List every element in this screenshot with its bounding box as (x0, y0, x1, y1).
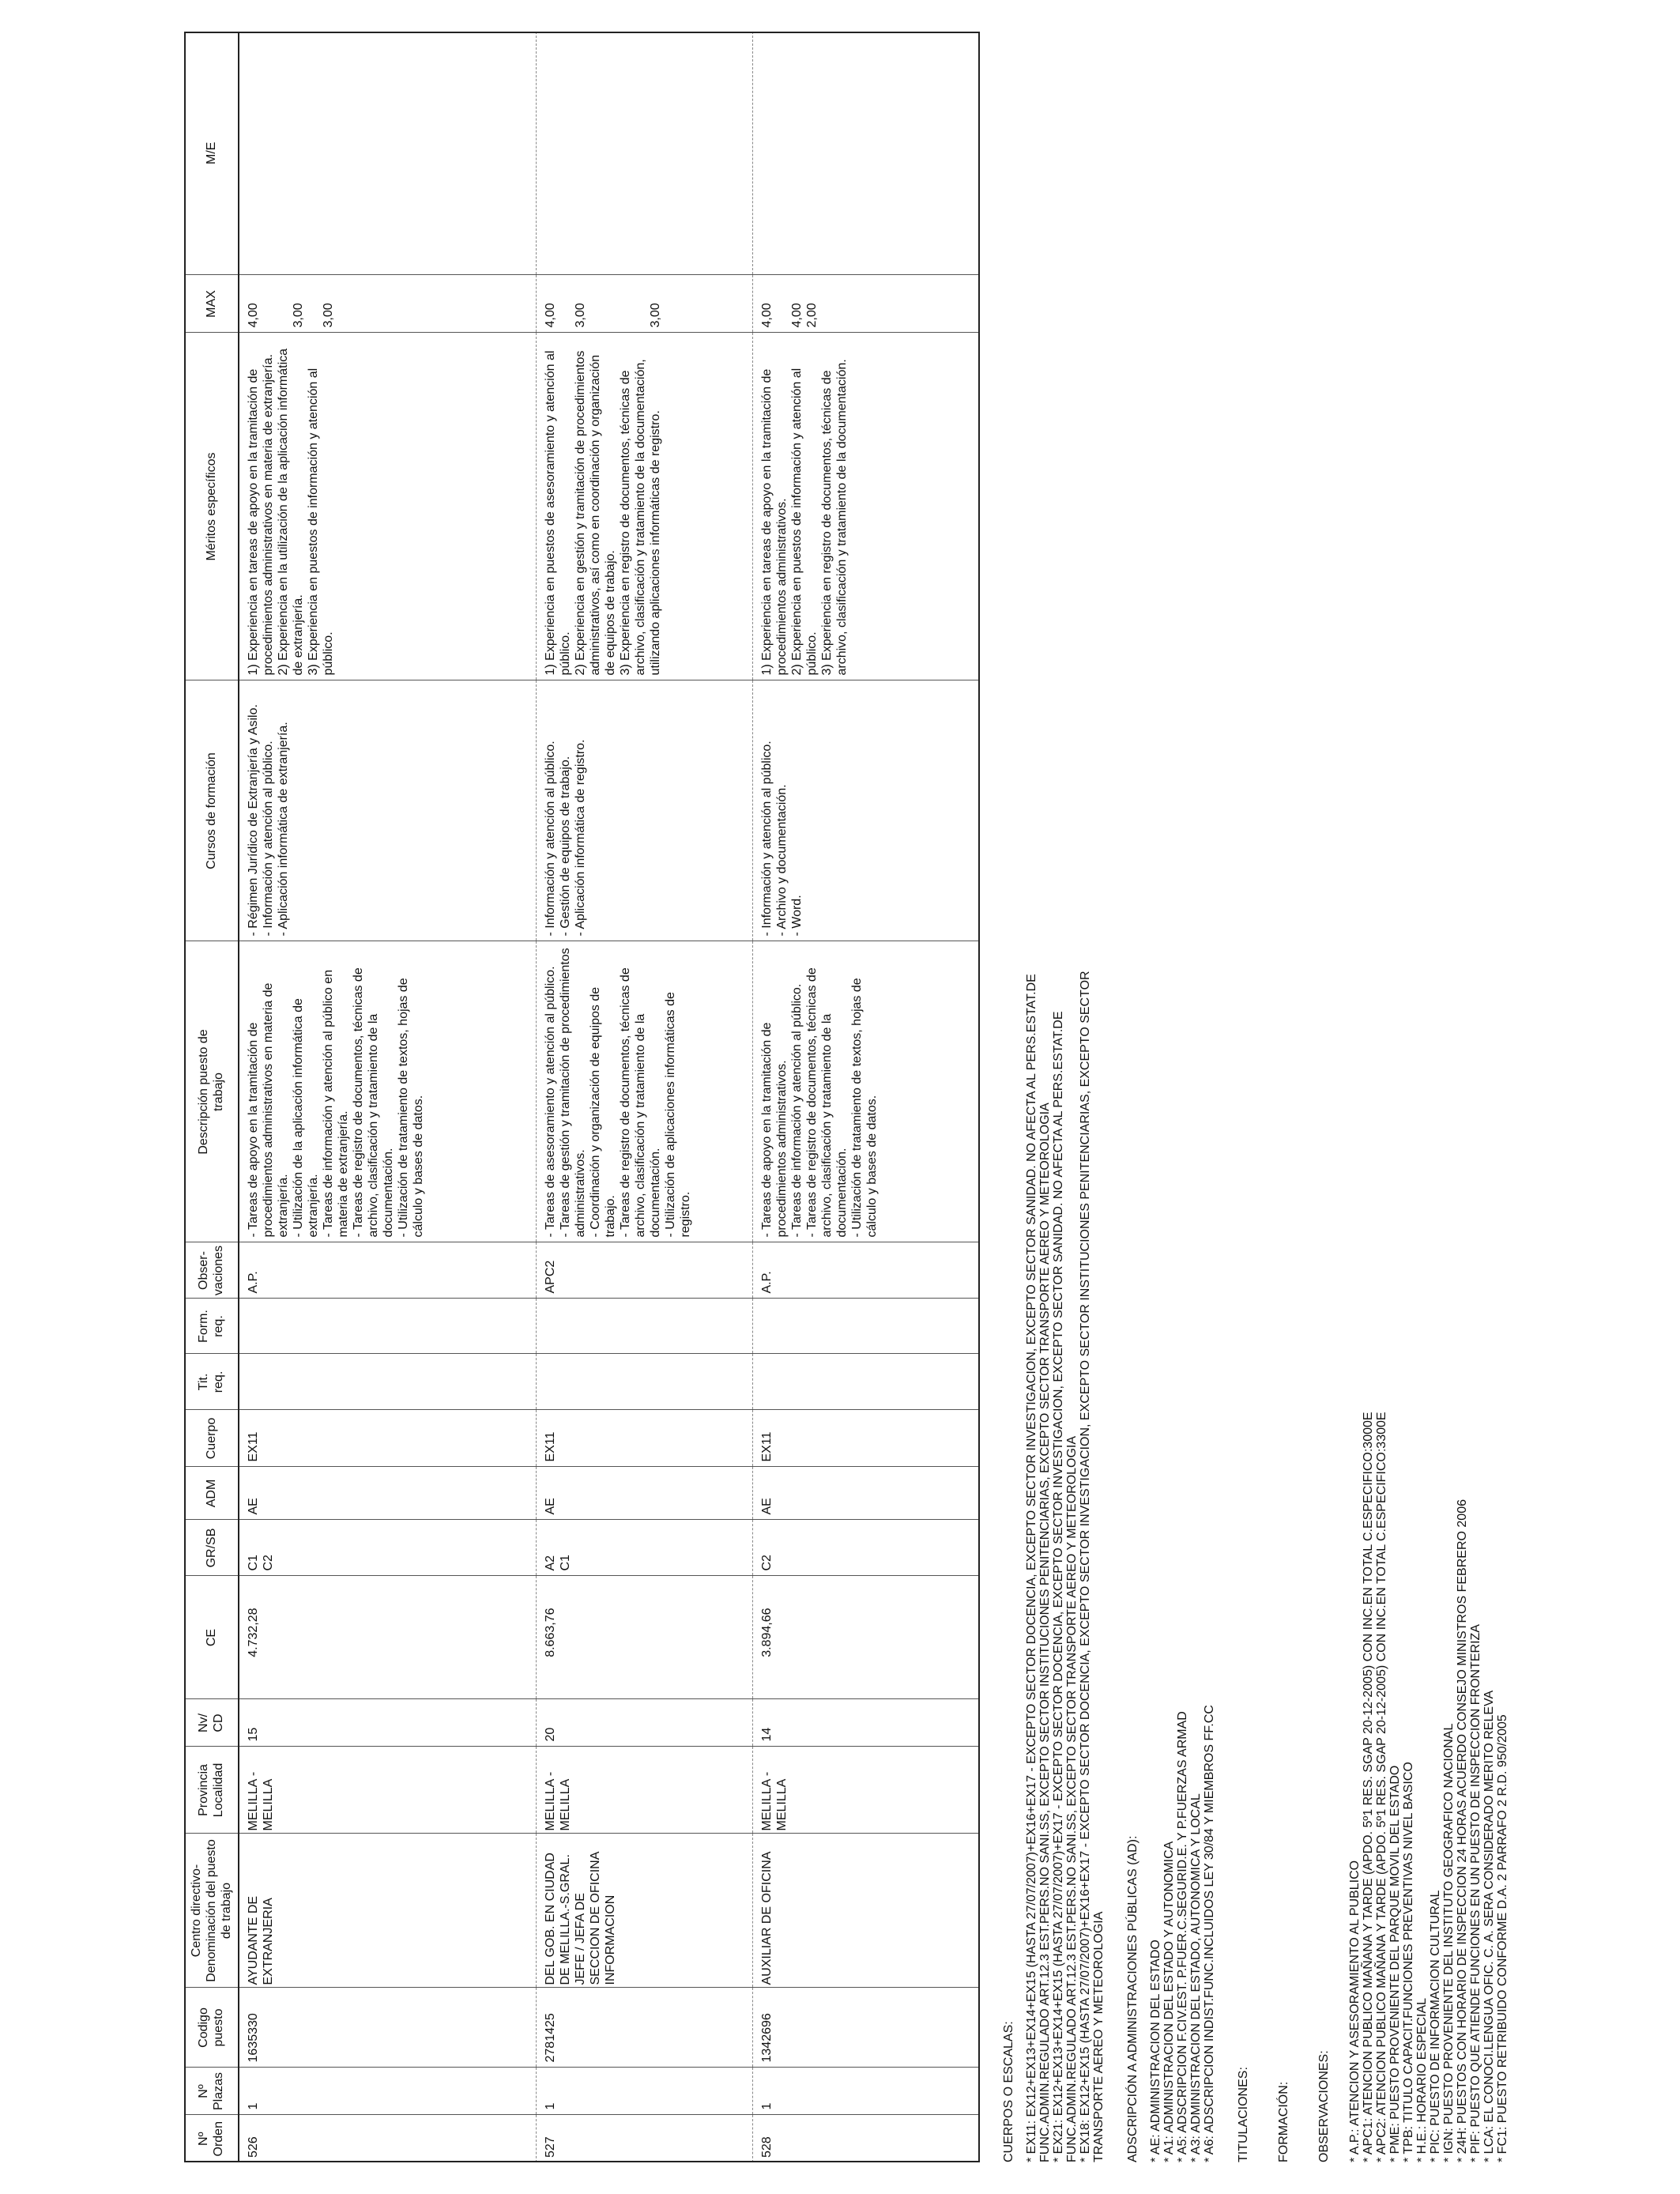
observaciones-line: * FC1: PUESTO RETRIBUIDO CONFORME D.A. 2 PARRAFO 2 R.D. 950/2005 (1496, 1714, 1509, 2162)
header-form: Form. req. (184, 1299, 239, 1354)
observaciones-line: * APC1: ATENCION PUBLICO MAÑANA Y TARDE (APDO. 5º1 RES. SGAP 20-12-2005) CON INC.EN TOTAL C.ESPECIFICO:3000E (1362, 1412, 1375, 2162)
cell-adm: AE (239, 1467, 536, 1520)
cell-cuerpo: EX11 (536, 1410, 752, 1467)
cell-cursos: - Régimen Jurídico de Extranjería y Asilo. - Información y atención al público. - Aplicación informática de extranjería. (239, 680, 536, 941)
cuerpos-line: * EX11: EX12+EX13+EX14+EX15 (HASTA 27/07/2007)+EX16+EX17 - EXCEPTO SECTOR DOCENCIA, EXCEPTO SECTOR INVESTIGACION, EXCEPTO SECTOR SANIDAD. NO AFECTA AL PERS.ESTAT.DE FUNC.ADMIN.REGULADO ART.12.3 EST.PERS.NO SANI.SS, EXCEPTO SECTOR INSTITUCIONES PENITENCIARIAS, EXCEPTO SECTOR TRANSPORTE AEREO Y METEOROLOGIA (1025, 974, 1052, 2162)
observaciones-heading: OBSERVACIONES: (1317, 2050, 1331, 2162)
cuerpos-line: * EX18: EX12+EX15 (HASTA 27/07/2007)+EX16+EX17 - EXCEPTO SECTOR DOCENCIA, EXCEPTO SECTOR INVESTIGACION, EXCEPTO SECTOR INSTITUCIONES PENITENCIARIAS, EXCEPTO SECTOR TRANSPORTE AEREO Y METEOROLOGIA (1079, 971, 1106, 2162)
cell-centro: DEL GOB. EN CIUDAD DE MELILLA.-S.GRAL. JEFE / JEFA DE SECCION DE OFICINA INFORMACION (536, 1834, 752, 1988)
adscripcion-heading: ADSCRIPCIÓN A ADMINISTRACIONES PÚBLICAS (AD): (1126, 1835, 1139, 2162)
cell-codigo: 1342696 (752, 1988, 980, 2068)
formacion-heading: FORMACIÓN: (1277, 2081, 1290, 2162)
cell-max: 4,00 3,00 3,00 (239, 275, 536, 333)
cell-form (239, 1299, 536, 1354)
cell-orden: 528 (759, 2136, 774, 2158)
cell-descripcion: - Tareas de apoyo en la tramitación de procedimientos administrativos. - Tareas de información y atención al público. - Tareas de registro de documentos, técnicas de archivo, clasificación y tratamiento de la documentación. - Utilización de tratamiento de textos, hojas de cálculo y bases de datos. (752, 941, 980, 1242)
header-centro: Centro directivo- Denominación del puesto de trabajo (184, 1834, 239, 1988)
cell-grupo: A2 C1 (536, 1520, 752, 1576)
cell-nivel: 20 (536, 1699, 752, 1747)
cell-ce: 3.894,66 (752, 1576, 980, 1699)
table-row (536, 32, 752, 2162)
adscripcion-line: * A3: ADMINISTRACION DEL ESTADO, AUTONOMICA Y LOCAL (1189, 1793, 1203, 2162)
cuerpos-section (1002, 28, 1106, 2162)
table-header-row (184, 32, 239, 2162)
cell-me (752, 32, 980, 275)
cell-adm: AE (536, 1467, 752, 1520)
table-row (239, 32, 536, 2162)
header-codigo: Codigo puesto (184, 1988, 239, 2068)
titulaciones-section (1237, 28, 1250, 2162)
observaciones-line: * PIF: PUESTO QUE ATIENDE FUNCIONES EN UN PUESTO DE INSPECCION FRONTERIZA (1469, 1624, 1482, 2162)
cell-grupo: C1 C2 (239, 1520, 536, 1576)
cell-meritos: 1) Experiencia en tareas de apoyo en la tramitación de procedimientos administrativos en materia de extranjería. 2) Experiencia en la utilización de la aplicación informática de extranjería. 3) Experiencia en puestos de información y atención al público. (239, 333, 536, 680)
observaciones-line: * LCA: EL CONOCI.LENGUA OFIC. C. A. SERA CONSIDERADO MERITO RELEVA (1482, 1690, 1496, 2162)
cell-nivel: 15 (239, 1699, 536, 1747)
positions-table (184, 32, 980, 2162)
cell-plazas: 1 (752, 2068, 980, 2115)
adscripcion-line: * A5: ADSCRIPCION F.CIV.EST. P.FUER.C.SEGURID.E. Y P.FUERZAS ARMAD (1176, 1711, 1189, 2162)
table-row (752, 32, 980, 2162)
header-max: MAX (184, 275, 239, 333)
positions-table-wrapper (184, 32, 980, 2162)
header-ce: CE (184, 1576, 239, 1699)
observaciones-line: * IGN: PUESTO PROVENIENTE DEL INSTITUTO GEOGRAFICO NACIONAL (1442, 1723, 1456, 2162)
observaciones-line: * APC2: ATENCION PUBLICO MAÑANA Y TARDE (APDO. 5º1 RES. SGAP 20-12-2005) CON INC.EN TOTAL C.ESPECIFICO:3300E (1375, 1412, 1388, 2162)
observaciones-line: * 24H: PUESTOS CON HORARIO DE INSPECCION 24 HORAS ACUERDO CONSEJO MINISTROS FEBRERO 2006 (1456, 1499, 1469, 2162)
header-tit: Tit. req. (184, 1354, 239, 1410)
cell-provincia: MELILLA - MELILLA (752, 1747, 980, 1834)
header-provincia: Provincia Localidad (184, 1747, 239, 1834)
header-meritos: Méritos específicos (184, 333, 239, 680)
header-orden: Nº Orden (184, 2115, 239, 2162)
cell-centro: AUXILIAR DE OFICINA (752, 1834, 980, 1988)
cell-descripcion: - Tareas de apoyo en la tramitación de procedimientos administrativos en materia de extranjería. - Utilización de la aplicación informática de extranjería. - Tareas de información y atención al público en materia de extranjería. - Tareas de registro de documentos, técnicas de archivo, clasificación y tratamiento de la documentación. - Utilización de tratamiento de textos, hojas de cálculo y bases de datos. (239, 941, 536, 1242)
cell-form (536, 1299, 752, 1354)
cell-max: 4,00 3,00 3,00 (536, 275, 752, 333)
cell-cuerpo: EX11 (239, 1410, 536, 1467)
header-grupo: GR/SB (184, 1520, 239, 1576)
observaciones-line: * A.P.: ATENCION Y ASESORAMIENTO AL PUBLICO (1348, 1860, 1362, 2162)
header-adm: ADM (184, 1467, 239, 1520)
cell-cursos: - Información y atención al público. - Gestión de equipos de trabajo. - Aplicación informática de registro. (536, 680, 752, 941)
cell-cursos: - Información y atención al público. - Archivo y documentación. - Word. (752, 680, 980, 941)
cell-centro: AYUDANTE DE EXTRANJERIA (239, 1834, 536, 1988)
observaciones-line: * PIC: PUESTO DE INFORMACION CULTURAL (1429, 1890, 1442, 2162)
cell-obs: A.P. (752, 1242, 980, 1299)
notes-section (1002, 28, 1650, 2162)
observaciones-line: * PME: PUESTO PROVENIENTE DEL PARQUE MOVIL DEL ESTADO (1388, 1765, 1402, 2162)
cell-provincia: MELILLA - MELILLA (239, 1747, 536, 1834)
cell-obs: APC2 (536, 1242, 752, 1299)
cell-plazas: 1 (536, 2068, 752, 2115)
cell-obs: A.P. (239, 1242, 536, 1299)
cell-grupo: C2 (752, 1520, 980, 1576)
cell-plazas: 1 (239, 2068, 536, 2115)
adscripcion-line: * A6: ADSCRIPCION INDIST.FUNC.INCLUIDOS LEY 30/84 Y MIEMBROS FF.CC (1203, 1705, 1216, 2162)
cell-me (239, 32, 536, 275)
cell-orden: 526 (239, 2115, 536, 2162)
observaciones-line: * TPB: TITULO CAPACIT.FUNCIONES PREVENTIVAS NIVEL BASICO (1402, 1762, 1415, 2162)
cell-orden: 527 (536, 2115, 752, 2162)
formacion-section (1277, 28, 1290, 2162)
cell-codigo: 2781425 (536, 1988, 752, 2068)
cell-meritos: 1) Experiencia en puestos de asesoramiento y atención al público. 2) Experiencia en gestión y tramitación de procedimientos administrativos, así como en coordinación y organización de equipos de trabajo. 3) Experiencia en registro de documentos, técnicas de archivo, clasificación y tratamiento de la documentación, utilizando aplicaciones informáticas de registro. (536, 333, 752, 680)
cell-adm: AE (752, 1467, 980, 1520)
cell-cuerpo: EX11 (752, 1410, 980, 1467)
header-descripcion: Descripción puesto de trabajo (184, 941, 239, 1242)
cell-ce: 4.732,28 (239, 1576, 536, 1699)
cell-meritos: 1) Experiencia en tareas de apoyo en la tramitación de procedimientos administrativos. 2) Experiencia en puestos de información y atención al público. 3) Experiencia en registro de documentos, técnicas de archivo, clasificación y tratamiento de la documentación. (752, 333, 980, 680)
header-nivel: Nv/ CD (184, 1699, 239, 1747)
cell-form (752, 1299, 980, 1354)
header-cuerpo: Cuerpo (184, 1410, 239, 1467)
adscripcion-section (1126, 28, 1216, 2162)
header-cursos: Cursos de formación (184, 680, 239, 941)
cell-tit (536, 1354, 752, 1410)
cell-descripcion: - Tareas de asesoramiento y atención al público. - Tareas de gestión y tramitación de procedimientos administrativos. - Coordinación y organización de equipos de trabajo. - Tareas de registro de documentos, técnicas de archivo, clasificación y tratamiento de la documentación. - Utilización de aplicaciones informáticas de registro. (536, 941, 752, 1242)
cell-codigo: 1635330 (239, 1988, 536, 2068)
adscripcion-line: * A1: ADMINISTRACION DEL ESTADO Y AUTONOMICA (1162, 1841, 1176, 2162)
header-plazas: Nº Plazas (184, 2068, 239, 2115)
header-obs: Obser- vaciones (184, 1242, 239, 1299)
cell-provincia: MELILLA - MELILLA (536, 1747, 752, 1834)
cell-tit (239, 1354, 536, 1410)
cuerpos-heading: CUERPOS O ESCALAS: (1002, 2021, 1015, 2162)
cell-ce: 8.663,76 (536, 1576, 752, 1699)
adscripcion-line: * AE: ADMINISTRACION DEL ESTADO (1149, 1940, 1162, 2162)
observaciones-section (1317, 28, 1509, 2162)
observaciones-line: * H.E.: HORARIO ESPECIAL (1415, 1997, 1429, 2162)
header-me: M/E (184, 32, 239, 275)
cell-nivel: 14 (752, 1699, 980, 1747)
cell-me (536, 32, 752, 275)
titulaciones-heading: TITULACIONES: (1237, 2067, 1250, 2162)
cuerpos-line: * EX21: EX12+EX13+EX14+EX15 (HASTA 27/07/2007)+EX17 - EXCEPTO SECTOR DOCENCIA, EXCEPTO SECTOR INVESTIGACION, EXCEPTO SECTOR SANIDAD. NO AFECTA AL PERS.ESTAT.DE FUNC.ADMIN.REGULADO ART.12.3 EST.PERS.NO SANI.SS, EXCEPTO SECTOR TRANSPORTE AEREO Y METEOROLOGIA (1052, 1011, 1079, 2162)
cell-tit (752, 1354, 980, 1410)
cell-max: 4,00 4,00 2,00 (752, 275, 980, 333)
